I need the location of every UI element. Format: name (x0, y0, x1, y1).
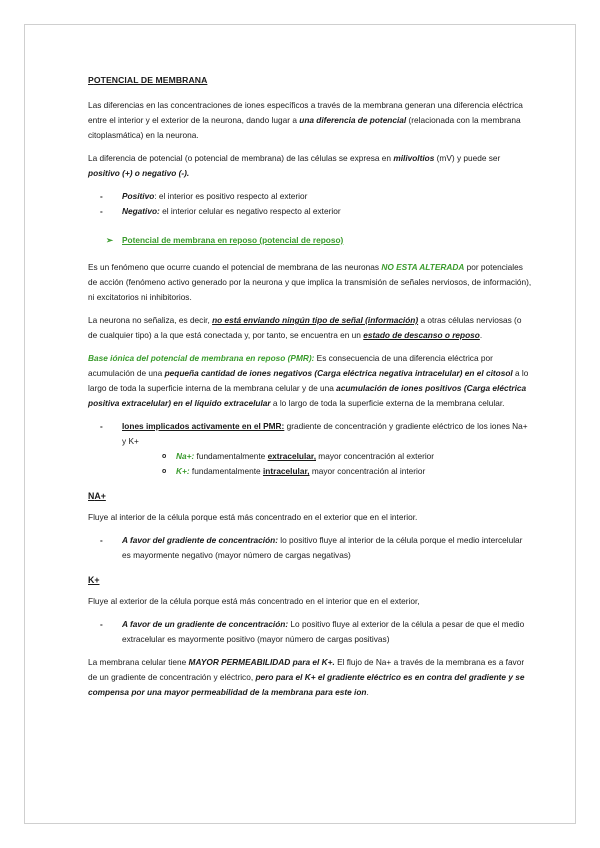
document-page (24, 24, 576, 824)
document-body (88, 73, 532, 708)
text: La membrana celular tiene (88, 657, 189, 667)
paragraph-ionic-basis (88, 351, 532, 411)
emphasis: pequeña cantidad de iones negativos (Carga eléctrica negativa intracelular) en el citosol (164, 368, 513, 378)
text: La diferencia de potencial (o potencial de membrana) de las células se expresa en (88, 153, 394, 163)
ions-sublist (122, 449, 532, 479)
page-title (88, 73, 532, 88)
emphasis: NO ESTA ALTERADA (381, 262, 465, 272)
text: La neurona no señaliza, es decir, (88, 315, 213, 325)
text: Es consecuencia de una diferencia eléctrica por acumulación de una (88, 353, 493, 378)
text: . (479, 330, 483, 340)
text: a otras células nerviosas (o de cualquier tipo) a la que está conectada y, por tanto, se encuentra en un (88, 315, 522, 340)
paragraph-k: Fluye al exterior de la célula porque está más concentrado en el interior que en el exterior, (88, 596, 420, 606)
text: mayor concentración al interior (309, 466, 426, 476)
text: fundamentalmente (189, 466, 263, 476)
k-list (88, 617, 532, 647)
text: Lo positivo fluye al exterior de la célula a pesar de que el medio extracelular es mayormente positivo (mayor número de cargas positivas) (122, 619, 525, 644)
section-heading (106, 233, 532, 248)
paragraph-permeability (88, 655, 532, 700)
emphasis: milivoltios (393, 153, 435, 163)
list-item (162, 449, 532, 464)
list-item (100, 204, 532, 219)
ion-label: Na+: (176, 451, 195, 461)
text: a lo largo de toda la superficie interna de la membrana celular y de una (88, 368, 529, 393)
list-item (162, 464, 532, 479)
text: gradiente de concentración y gradiente eléctrico de los iones Na+ y K+ (122, 421, 528, 446)
text: fundamentalmente (194, 451, 268, 461)
text: lo positivo fluye al interior de la célula porque el medio intercelular es mayormente negativo (mayor número de cargas negativas) (122, 535, 523, 560)
emphasis: pero para el K+ el gradiente eléctrico es en contra del gradiente y se compensa por una mayor permeabilidad de la membrana para este ion (88, 672, 525, 697)
emphasis: intracelular, (262, 466, 310, 476)
heading-rest: A+ (94, 491, 106, 501)
title-rest: OTENCIAL DE MEMBRANA (93, 75, 208, 85)
text: . (366, 687, 369, 697)
paragraph-intro (88, 98, 532, 143)
arrow-bullet-icon: ➢ (106, 235, 113, 245)
emphasis: A favor de un gradiente de concentración: (122, 619, 289, 629)
k-heading: K+ (88, 575, 100, 585)
text: a lo largo de toda la superficie externa de la membrana celular. (270, 398, 505, 408)
emphasis: Base iónica del potencial de membrana en reposo (PMR): (88, 353, 315, 363)
text: mayor concentración al exterior (316, 451, 435, 461)
section-heading-text: Potencial de membrana en reposo (potencial de reposo) (122, 235, 344, 245)
list-item (100, 533, 532, 563)
title-initial: P (88, 75, 94, 85)
text: (relacionada con la membrana citoplasmática) en la neurona. (88, 115, 521, 140)
na-heading (88, 489, 532, 504)
paragraph-na: Fluye al interior de la célula porque está más concentrado en el exterior que en el interior. (88, 512, 418, 522)
paragraph-no-signal (88, 313, 532, 343)
paragraph-resting (88, 260, 532, 305)
sign-list (88, 189, 532, 219)
emphasis: positivo (+) o negativo (-). (88, 168, 190, 178)
paragraph-potential (88, 151, 532, 181)
emphasis: extracelular, (267, 451, 316, 461)
text: Es un fenómeno que ocurre cuando el potencial de membrana de las neuronas (88, 262, 382, 272)
emphasis: Iones implicados activamente en el PMR: (122, 421, 285, 431)
emphasis: MAYOR PERMEABILIDAD para el K+. (188, 657, 335, 667)
text: el interior celular es negativo respecto al exterior (159, 206, 341, 216)
emphasis: no está enviando ningún tipo de señal (información) (212, 315, 419, 325)
text: (mV) y puede ser (434, 153, 501, 163)
emphasis: A favor del gradiente de concentración: (122, 535, 278, 545)
emphasis: estado de descanso o reposo (363, 330, 480, 340)
text: Las diferencias en las concentraciones de iones específicos a través de la membrana generan una diferencia eléctrica entre el interior y el exterior de la neurona, dando lugar a (88, 100, 523, 125)
list-item (100, 617, 532, 647)
emphasis: Negativo: (122, 206, 160, 216)
emphasis: Positivo (122, 191, 155, 201)
list-item (100, 419, 532, 479)
na-list (88, 533, 532, 563)
emphasis: acumulación de iones positivos (Carga eléctrica positiva extracelular) en el líquido extracelular (88, 383, 527, 408)
text: por potenciales de acción (fenómeno activo generado por la neurona y que implica la transmisión de señales nerviosos, de información), ni excitatorios ni inhibitorios. (88, 262, 532, 302)
emphasis: una diferencia de potencial (299, 115, 407, 125)
list-item (100, 189, 532, 204)
ions-list (88, 419, 532, 479)
text: : el interior es positivo respecto al exterior (154, 191, 308, 201)
ion-label: K+: (176, 466, 190, 476)
text: El flujo de Na+ a través de la membrana es a favor de un gradiente de concentración y eléctrico, (88, 657, 525, 682)
heading-initial: N (88, 491, 95, 501)
